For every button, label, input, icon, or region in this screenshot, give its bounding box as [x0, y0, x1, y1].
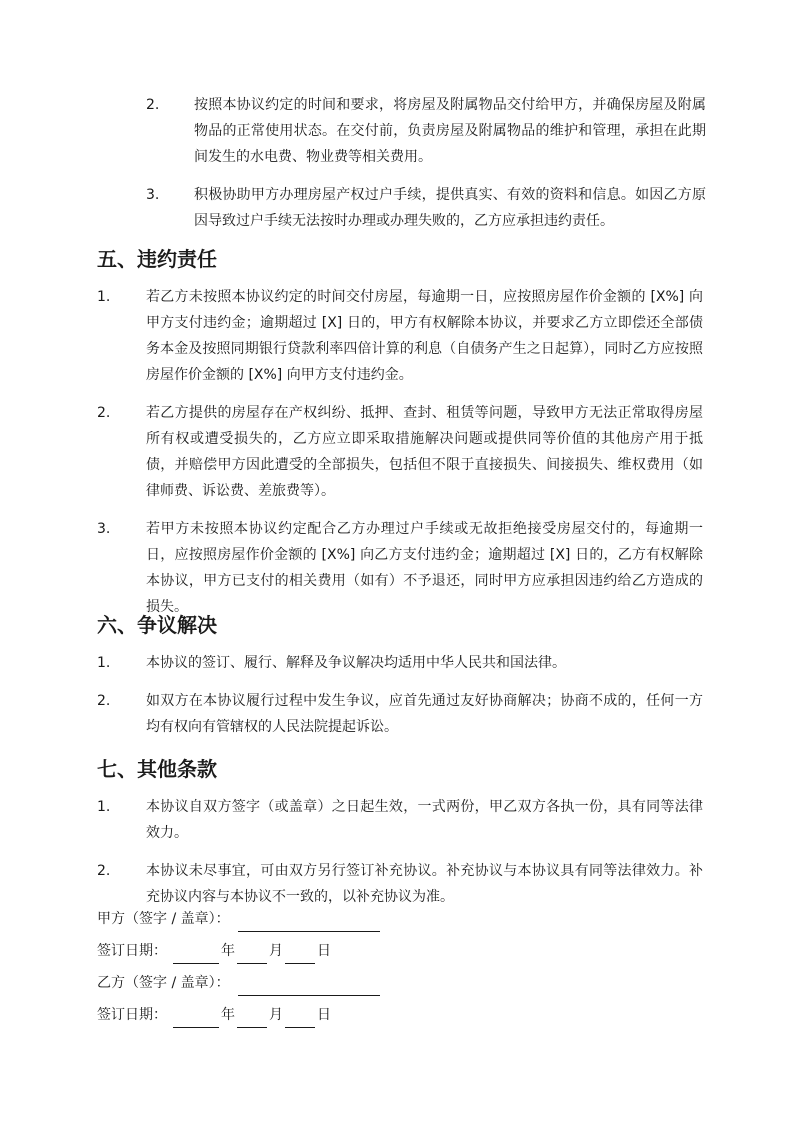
item-number: 3.	[97, 521, 111, 537]
item-text: 本协议的签订、履行、解释及争议解决均适用中华人民共和国法律。	[146, 655, 566, 671]
list-item	[146, 182, 706, 234]
item-text: 本协议未尽事宜，可由双方另行签订补充协议。补充协议与本协议具有同等法律效力。补充协议内容与本协议不一致的，以补充协议为准。	[146, 863, 703, 905]
month-label: 月	[269, 1007, 283, 1023]
signing-date-a	[97, 938, 331, 964]
item-text: 积极协助甲方办理房屋产权过户手续，提供真实、有效的资料和信息。如因乙方原因导致过户手续无法按时办理或办理失败的，乙方应承担违约责任。	[194, 187, 706, 229]
party-b-signature	[97, 970, 382, 996]
list-item	[97, 794, 703, 846]
section-title-other: 七、其他条款	[97, 757, 217, 781]
other-list	[97, 794, 703, 922]
item-number: 2.	[97, 405, 111, 421]
section-title-breach: 五、违约责任	[97, 247, 217, 271]
party-b-label: 乙方（签字 / 盖章）：	[97, 975, 230, 991]
list-item	[97, 400, 703, 504]
item-number: 3.	[146, 187, 160, 203]
signing-date-b	[97, 1002, 331, 1028]
month-blank	[237, 1009, 267, 1028]
list-item	[97, 284, 703, 388]
day-label: 日	[317, 1007, 331, 1023]
pre-list	[146, 92, 706, 246]
list-item	[97, 858, 703, 910]
breach-list	[97, 284, 703, 632]
item-text: 本协议自双方签字（或盖章）之日起生效，一式两份，甲乙双方各执一份，具有同等法律效力。	[146, 799, 703, 841]
party-a-label: 甲方（签字 / 盖章）：	[97, 911, 230, 927]
item-number: 2.	[97, 863, 111, 879]
year-blank	[173, 945, 219, 964]
item-text: 若乙方提供的房屋存在产权纠纷、抵押、查封、租赁等问题，导致甲方无法正常取得房屋所有权或遭受损失的，乙方应立即采取措施解决问题或提供同等价值的其他房产用于抵债，并赔偿甲方因此遭受的全部损失，包括但不限于直接损失、间接损失、维权费用（如律师费、诉讼费、差旅费等）。	[146, 405, 703, 499]
year-label: 年	[221, 1007, 235, 1023]
month-label: 月	[269, 943, 283, 959]
dispute-list	[97, 650, 703, 752]
item-number: 1.	[97, 655, 111, 671]
item-text: 若甲方未按照本协议约定配合乙方办理过户手续或无故拒绝接受房屋交付的，每逾期一日，应按照房屋作价金额的 [X%] 向乙方支付违约金；逾期超过 [X] 日的，乙方有权解除本协议，甲方已支付的相关费用（如有）不予退还，同时甲方应承担因违约给乙方造成的损失。	[146, 521, 703, 615]
party-a-signature	[97, 906, 382, 932]
date-label: 签订日期：	[97, 1007, 167, 1023]
section-title-dispute: 六、争议解决	[97, 613, 217, 637]
party-b-signature-line	[238, 977, 380, 996]
item-number: 1.	[97, 289, 111, 305]
list-item	[97, 516, 703, 620]
item-text: 如双方在本协议履行过程中发生争议，应首先通过友好协商解决；协商不成的，任何一方均有权向有管辖权的人民法院提起诉讼。	[146, 693, 703, 735]
item-number: 2.	[146, 97, 160, 113]
day-blank	[285, 945, 315, 964]
item-text: 若乙方未按照本协议约定的时间交付房屋，每逾期一日，应按照房屋作价金额的 [X%] 向甲方支付违约金；逾期超过 [X] 日的，甲方有权解除本协议，并要求乙方立即偿还全部债务本金及按照同期银行贷款利率四倍计算的利息（自债务产生之日起算），同时乙方应按照房屋作价金额的 [X%] 向甲方支付违约金。	[146, 289, 703, 383]
list-item	[97, 650, 703, 676]
item-number: 1.	[97, 799, 111, 815]
year-label: 年	[221, 943, 235, 959]
item-text: 按照本协议约定的时间和要求，将房屋及附属物品交付给甲方，并确保房屋及附属物品的正常使用状态。在交付前，负责房屋及附属物品的维护和管理，承担在此期间发生的水电费、物业费等相关费用。	[194, 97, 706, 165]
day-label: 日	[317, 943, 331, 959]
list-item	[146, 92, 706, 170]
month-blank	[237, 945, 267, 964]
year-blank	[173, 1009, 219, 1028]
day-blank	[285, 1009, 315, 1028]
item-number: 2.	[97, 693, 111, 709]
party-a-signature-line	[238, 913, 380, 932]
list-item	[97, 688, 703, 740]
date-label: 签订日期：	[97, 943, 167, 959]
